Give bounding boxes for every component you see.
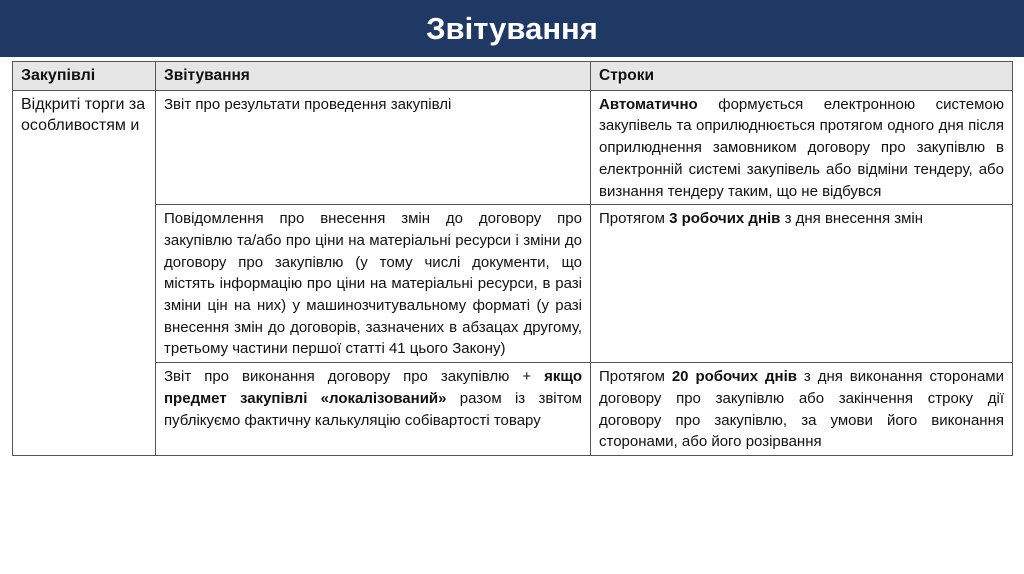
report-cell (156, 363, 591, 456)
deadline-cell (591, 90, 1013, 205)
bold-text: якщо предмет закупівлі «локалізований» (164, 368, 582, 407)
table-header-row (13, 62, 1013, 91)
reporting-table (12, 61, 1013, 456)
report-cell (156, 205, 591, 363)
text: Протягом (599, 210, 670, 228)
text: з дня виконання сторонами договору про закупівлю або закінчення строку дії договору про закупівлю, за умови його виконання сторонами, або його розірвання (599, 368, 1004, 451)
deadline-cell (591, 363, 1013, 456)
slide-title-bar (0, 0, 1024, 57)
header-procurement: Закупівлі (13, 62, 156, 91)
deadline-cell (591, 205, 1013, 363)
text: Звіт про виконання договору про закупівлю + (164, 368, 545, 386)
text: Протягом (599, 368, 672, 386)
slide-title: Звітування (426, 10, 598, 46)
report-cell (156, 90, 591, 205)
bold-text: 3 робочих днів (669, 210, 781, 228)
bold-text: Автоматично (599, 95, 698, 113)
header-reporting: Звітування (156, 62, 591, 91)
procurement-cell: Відкриті торги за особливостям и (13, 90, 156, 455)
table-row (13, 205, 1013, 363)
table-row (13, 90, 1013, 205)
text: Звіт про результати проведення закупівлі (164, 95, 452, 113)
header-deadlines: Строки (591, 62, 1013, 91)
bold-text: 20 робочих днів (671, 368, 797, 386)
text: з дня внесення змін (780, 210, 924, 228)
text: формується електронною системою закупівель та оприлюднюється протягом одного дня після оприлюднення замовником договору про закупівлю в електронній системі закупівель або відміни тендеру, або визнання тендеру таким, що не відбувся (599, 95, 1004, 200)
text: Повідомлення про внесення змін до договору про закупівлю та/або про ціни на матеріальні ресурси і зміни до договору про закупівлю (у тому числі документи, що містять інформацію про ціни на матеріальні ресурси, в разі зміни цін на них) у машинозчитувальному форматі (у разі внесення змін до договорів, зазначених в абзацах другому, третьому частини першої статті 41 цього Закону) (164, 210, 582, 358)
text: разом із звітом публікуємо фактичну калькуляцію собівартості товару (164, 389, 582, 429)
table-row (13, 363, 1013, 456)
